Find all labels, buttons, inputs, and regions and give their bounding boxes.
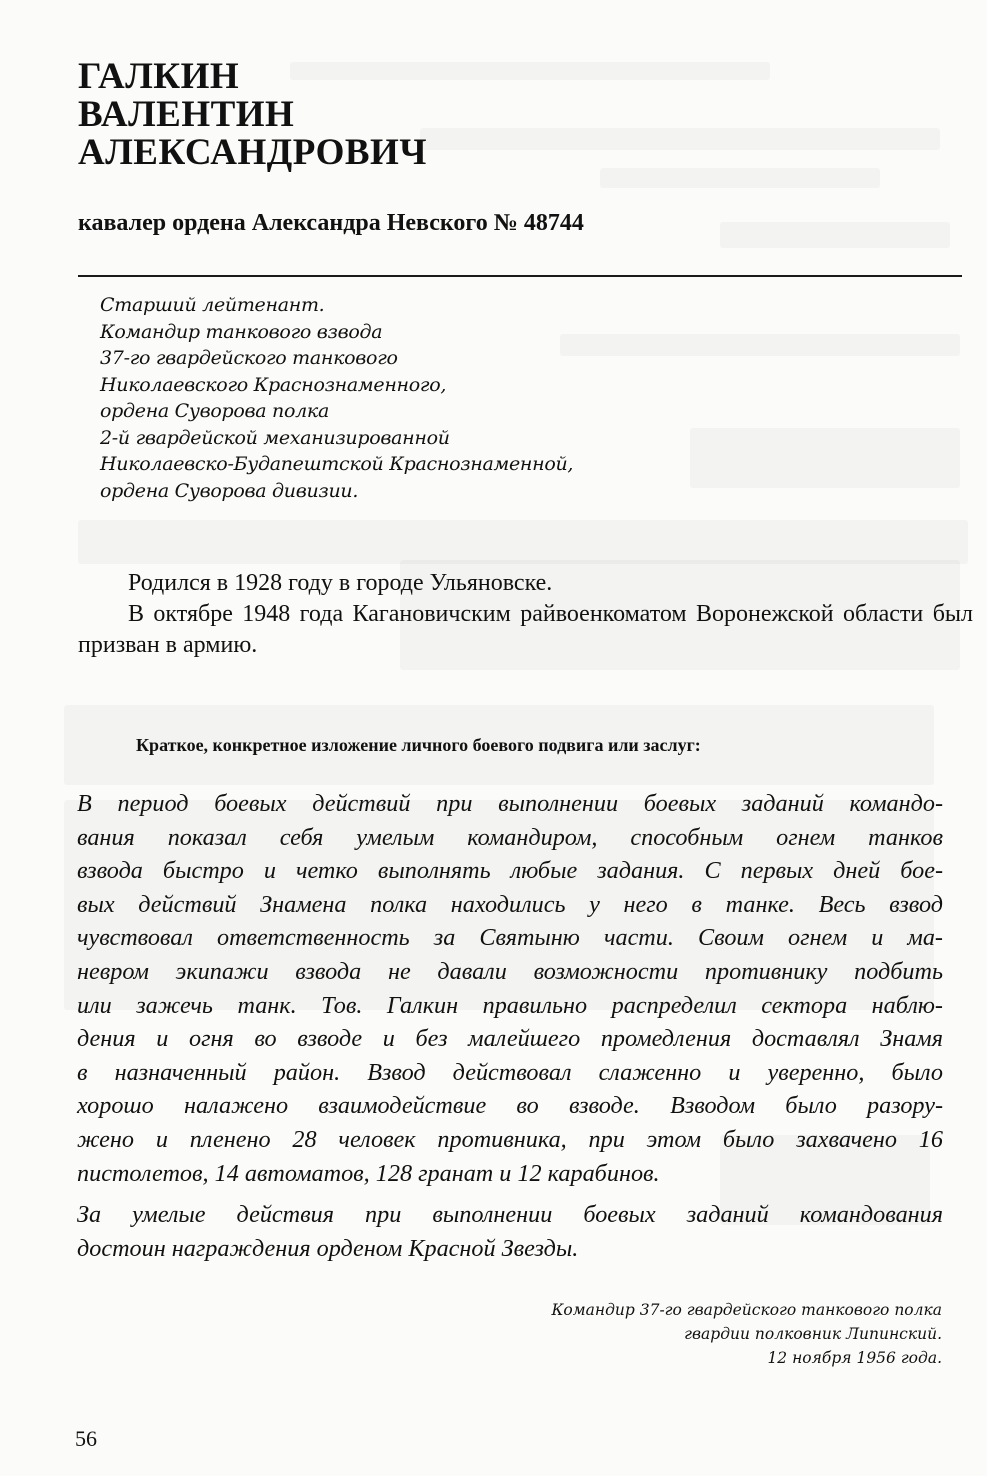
- citation-line: вых действий Знамена полка находились у него в танке. Весь взвод: [77, 890, 943, 918]
- person-name: [78, 58, 427, 172]
- signature-block: [551, 1298, 942, 1370]
- rank-line: ордена Суворова полка: [100, 400, 330, 422]
- rank-line: Николаевско-Будапештской Краснознаменной,: [100, 453, 574, 475]
- citation-line: вания показал себя умелым командиром, способным огнем танков: [77, 823, 943, 851]
- name-patronymic: АЛЕКСАНДРОВИЧ: [78, 132, 427, 173]
- biography: [78, 568, 973, 661]
- citation-line: взвода быстро и четко выполнять любые задания. С первых дней бое-: [77, 857, 943, 885]
- biography-paragraph: В октябре 1948 года Кагановичским райвоенкоматом Воронежской области был призван в армию.: [78, 601, 973, 658]
- citation-text: [77, 787, 943, 1265]
- citation-line: пистолетов, 14 автоматов, 128 гранат и 12 карабинов.: [77, 1159, 660, 1187]
- name-surname: ГАЛКИН: [78, 56, 240, 97]
- citation-line: хорошо налажено взаимодействие во взводе. Взводом было разору-: [77, 1092, 943, 1120]
- rank-line: Николаевского Краснознаменного,: [100, 373, 447, 396]
- citation-line: чувствовал ответственность за Святыню части. Своим огнем и ма-: [77, 924, 943, 952]
- citation-line: или зажечь танк. Тов. Галкин правильно распределил сектора наблю-: [77, 991, 943, 1019]
- bleed-through-mark: [600, 168, 880, 188]
- citation-line: невром экипажи взвода не давали возможности противнику подбить: [77, 957, 943, 985]
- rank-block: [100, 292, 573, 504]
- citation-paragraph: [77, 787, 943, 1190]
- order-line: кавалер ордена Александра Невского № 48744: [78, 210, 584, 236]
- citation-line: жено и пленено 28 человек противника, при этом было захвачено 16: [77, 1125, 943, 1153]
- signature-line: гвардии полковник Липинский.: [684, 1325, 942, 1343]
- signature-line: Командир 37-го гвардейского танкового полка: [551, 1301, 942, 1319]
- rank-line: 2-й гвардейской механизированной: [100, 426, 450, 449]
- citation-heading: Краткое, конкретное изложение личного боевого подвига или заслуг:: [136, 735, 701, 755]
- citation-line: в назначенный район. Взвод действовал слаженно и уверенно, было: [77, 1058, 943, 1086]
- citation-line: дения и огня во взводе и без малейшего промедления доставлял Знамя: [77, 1025, 943, 1053]
- divider-line: [78, 275, 962, 277]
- rank-line: Командир танкового взвода: [100, 320, 383, 343]
- bleed-through-mark: [690, 428, 960, 488]
- bleed-through-mark: [420, 128, 940, 150]
- signature-date: 12 ноября 1956 года.: [767, 1349, 942, 1367]
- biography-paragraph: Родился в 1928 году в городе Ульяновске.: [128, 570, 553, 596]
- bleed-through-mark: [720, 222, 950, 248]
- citation-conclusion: [77, 1198, 943, 1265]
- bleed-through-mark: [78, 520, 968, 564]
- name-first: ВАЛЕНТИН: [78, 94, 295, 135]
- rank-line: 37-го гвардейского танкового: [100, 347, 398, 369]
- citation-line: В период боевых действий при выполнении боевых заданий командо-: [77, 790, 943, 817]
- rank-line: Старший лейтенант.: [100, 294, 325, 316]
- citation-line: За умелые действия при выполнении боевых заданий командования: [77, 1201, 943, 1229]
- rank-line: ордена Суворова дивизии.: [100, 479, 359, 502]
- page-number: 56: [75, 1426, 97, 1451]
- citation-line: достоин награждения орденом Красной Звезды.: [77, 1234, 579, 1262]
- bleed-through-mark: [560, 334, 960, 356]
